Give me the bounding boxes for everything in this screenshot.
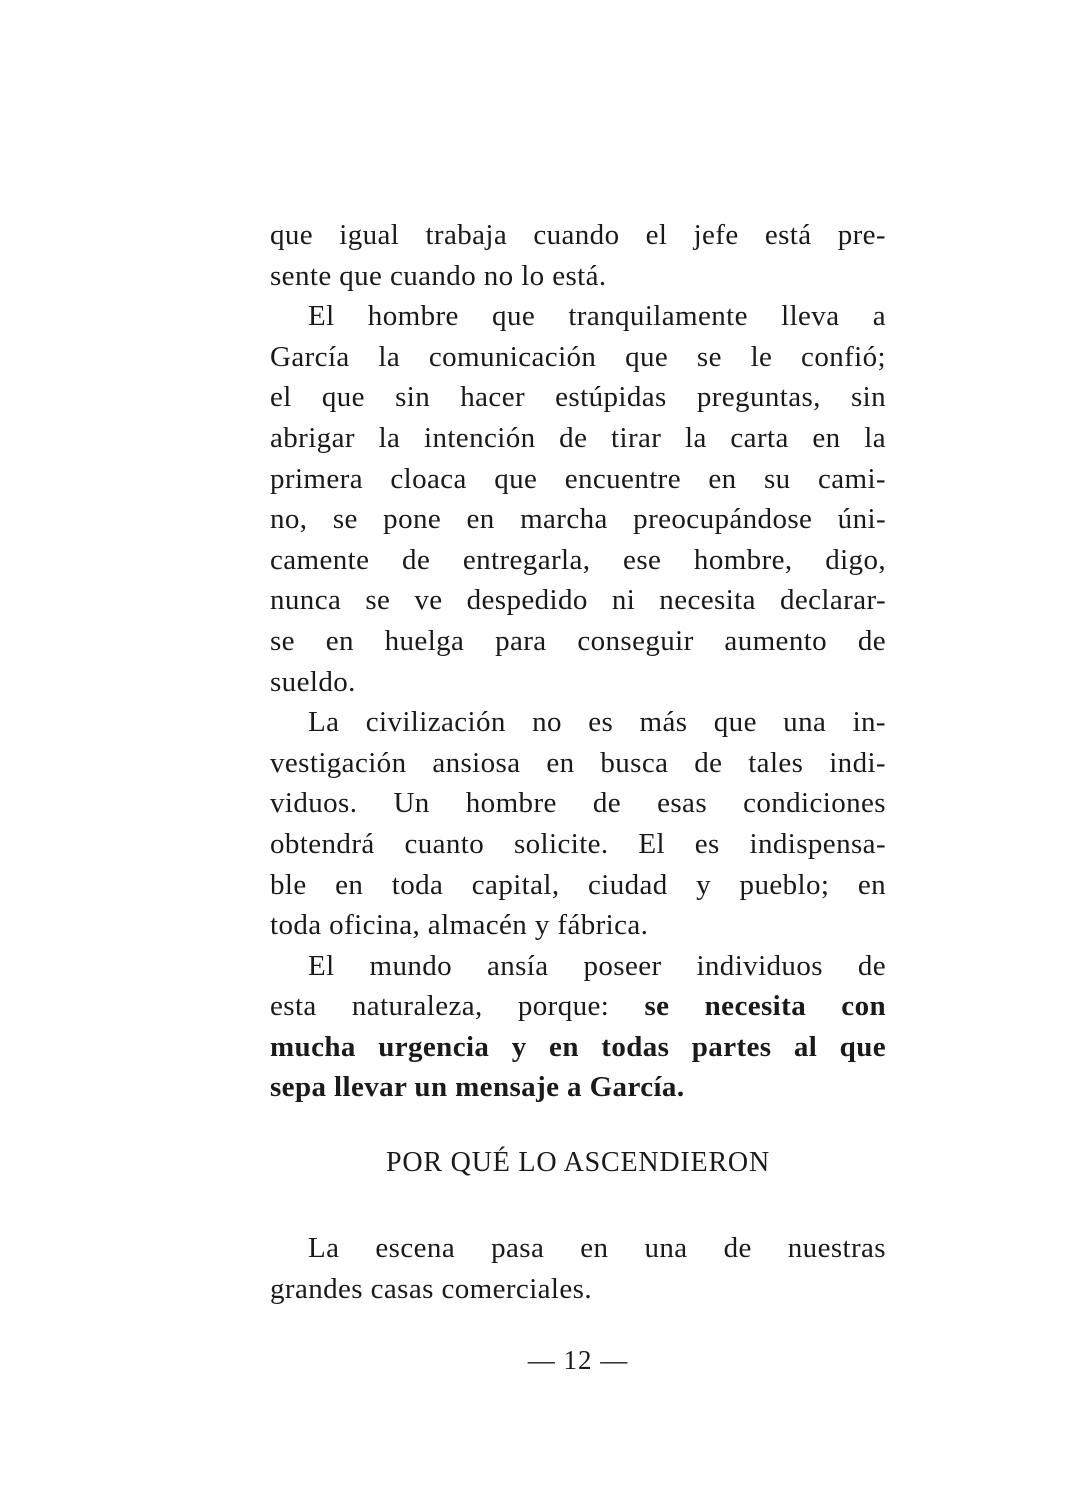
emphasis-line: sepa llevar un mensaje a García. xyxy=(270,1071,685,1104)
text-line: nunca se ve despedido ni necesita declarar- xyxy=(270,584,886,617)
text-line: El mundo ansía poseer individuos de xyxy=(308,949,886,982)
text-line: no, se pone en marcha preocupándose úni- xyxy=(270,503,886,536)
text-line: grandes casas comerciales. xyxy=(270,1272,592,1305)
text-line: toda oficina, almacén y fábrica. xyxy=(270,909,649,942)
body-text xyxy=(270,215,886,1108)
text-line: el que sin hacer estúpidas preguntas, sin xyxy=(270,381,886,414)
text-line: vestigación ansiosa en busca de tales indi- xyxy=(270,746,886,779)
text-line: abrigar la intención de tirar la carta en la xyxy=(270,421,886,454)
text-line: El hombre que tranquilamente lleva a xyxy=(308,300,886,333)
text-line: se en huelga para conseguir aumento de xyxy=(270,624,886,657)
text-line-mixed xyxy=(270,986,886,1027)
emphasis-line: mucha urgencia y en todas partes al que xyxy=(270,1030,886,1063)
text-line: ble en toda capital, ciudad y pueblo; en xyxy=(270,868,886,901)
text-line: García la comunicación que se le confió; xyxy=(270,340,886,373)
text-span: esta naturaleza, porque: xyxy=(270,990,610,1023)
text-line: obtendrá cuanto solicite. El es indispensa- xyxy=(270,827,886,860)
section-text xyxy=(270,1228,886,1309)
text-line: La civilización no es más que una in- xyxy=(308,706,886,739)
text-line: La escena pasa en una de nuestras xyxy=(308,1232,886,1264)
text-line: que igual trabaja cuando el jefe está pre- xyxy=(270,219,886,251)
section-heading: POR QUÉ LO ASCENDIERON xyxy=(386,1147,770,1178)
emphasis-text: se necesita con xyxy=(644,990,886,1023)
text-line: camente de entregarla, ese hombre, digo, xyxy=(270,543,886,576)
text-line: sente que cuando no lo está. xyxy=(270,259,607,292)
text-line: viduos. Un hombre de esas condiciones xyxy=(270,787,886,820)
text-line: sueldo. xyxy=(270,665,356,698)
page-number: — 12 — xyxy=(527,1345,629,1375)
text-line: primera cloaca que encuentre en su cami- xyxy=(270,462,886,495)
